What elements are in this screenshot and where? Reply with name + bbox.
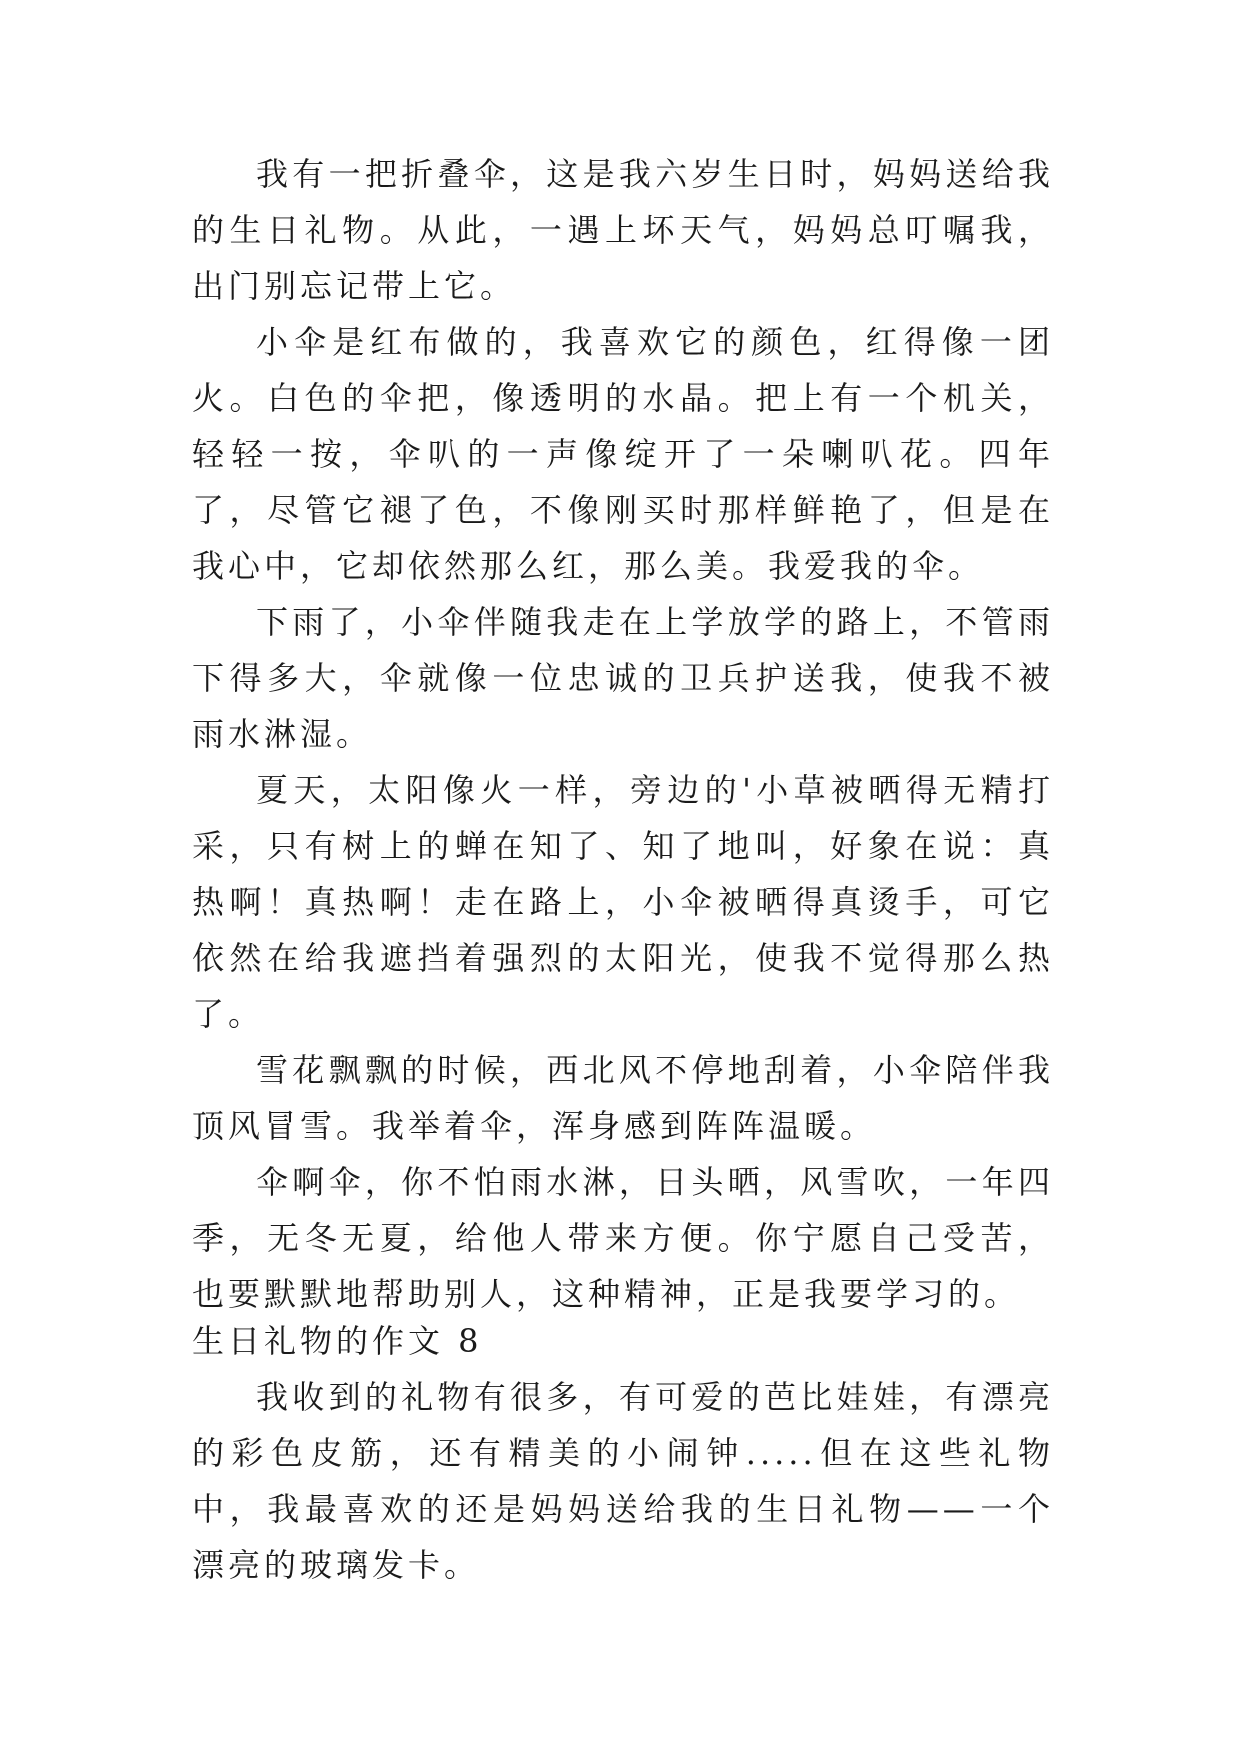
section-paragraph-1: 我收到的礼物有很多，有可爱的芭比娃娃，有漂亮的彩色皮筋，还有精美的小闹钟.....但在这些礼物中，我最喜欢的还是妈妈送给我的生日礼物——一个漂亮的玻璃发卡。 xyxy=(192,1378,1054,1584)
paragraph-4: 夏天，太阳像火一样，旁边的'小草被晒得无精打采，只有树上的蝉在知了、知了地叫，好象在说：真热啊！真热啊！走在路上，小伞被晒得真烫手，可它依然在给我遮挡着强烈的太阳光，使我不觉得那么热了。 xyxy=(192,771,1054,1033)
paragraph-1: 我有一把折叠伞，这是我六岁生日时，妈妈送给我的生日礼物。从此，一遇上坏天气，妈妈总叮嘱我，出门别忘记带上它。 xyxy=(192,155,1054,305)
essay-body xyxy=(192,146,1054,1322)
section-body xyxy=(192,1369,1054,1593)
paragraph-6: 伞啊伞，你不怕雨水淋，日头晒，风雪吹，一年四季，无冬无夏，给他人带来方便。你宁愿自己受苦，也要默默地帮助别人，这种精神，正是我要学习的。 xyxy=(192,1163,1054,1313)
paragraph-2: 小伞是红布做的，我喜欢它的颜色，红得像一团火。白色的伞把，像透明的水晶。把上有一个机关，轻轻一按，伞叭的一声像绽开了一朵喇叭花。四年了，尽管它褪了色，不像刚买时那样鲜艳了，但是在我心中，它却依然那么红，那么美。我爱我的伞。 xyxy=(192,323,1054,585)
section-title: 生日礼物的作文 8 xyxy=(192,1322,483,1360)
paragraph-5: 雪花飘飘的时候，西北风不停地刮着，小伞陪伴我顶风冒雪。我举着伞，浑身感到阵阵温暖。 xyxy=(192,1051,1054,1145)
paragraph-3: 下雨了，小伞伴随我走在上学放学的路上，不管雨下得多大，伞就像一位忠诚的卫兵护送我，使我不被雨水淋湿。 xyxy=(192,603,1054,753)
